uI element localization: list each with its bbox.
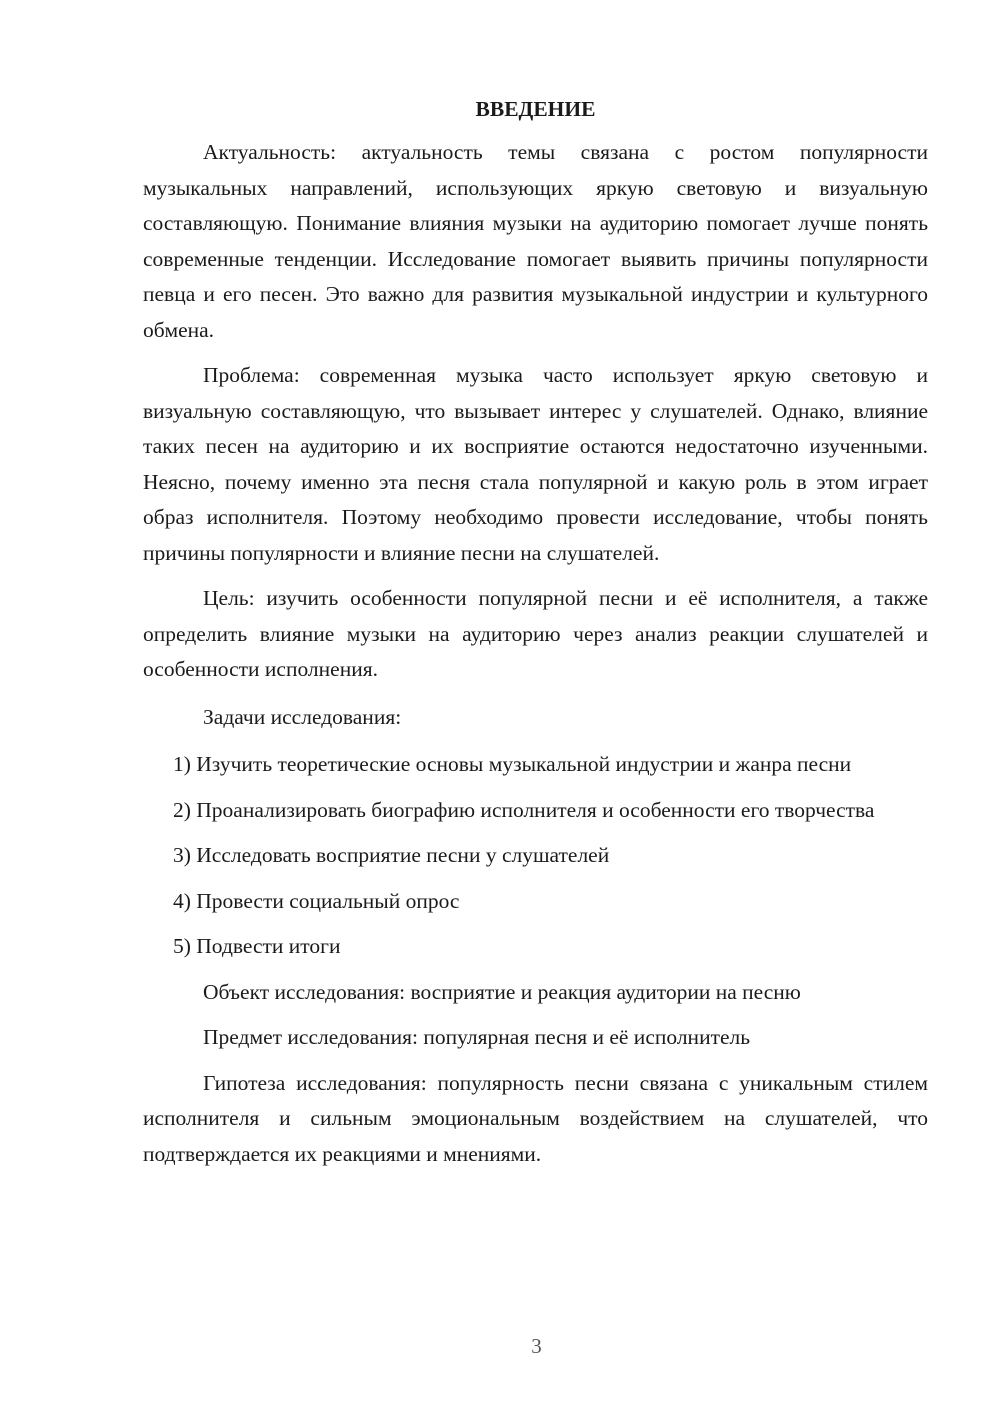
tasks-list: [143, 747, 928, 965]
relevance-paragraph: Актуальность: актуальность темы связана с ростом популярности музыкальных направлений, использующих яркую световую и визуальную составляющую. Понимание влияния музыки на аудиторию помогает лучше понять современные тенденции. Исследование помогает выявить причины популярности певца и его песен. Это важно для развития музыкальной индустрии и культурного обмена.: [143, 140, 928, 342]
research-object: Объект исследования: восприятие и реакция аудитории на песню: [203, 979, 801, 1004]
task-item: 4) Провести социальный опрос: [173, 888, 460, 913]
task-item: 3) Исследовать восприятие песни у слушателей: [173, 843, 610, 867]
task-item: 2) Проанализировать биографию исполнителя и особенности его творчества: [173, 797, 875, 822]
document-page: [143, 92, 928, 1172]
tasks-heading: Задачи исследования:: [203, 704, 402, 729]
page-number: 3: [531, 1334, 542, 1358]
problem-paragraph: Проблема: современная музыка часто использует яркую световую и визуальную составляющую, что вызывает интерес у слушателей. Однако, влияние таких песен на аудиторию и их восприятие остаются недостаточно изученными. Неясно, почему именно эта песня стала популярной и какую роль в этом играет образ исполнителя. Поэтому необходимо провести исследование, чтобы понять причины популярности и влияние песни на слушателей.: [143, 363, 928, 565]
research-subject: Предмет исследования: популярная песня и её исполнитель: [203, 1025, 751, 1049]
task-item: 1) Изучить теоретические основы музыкальной индустрии и жанра песни: [173, 752, 852, 776]
goal-paragraph: Цель: изучить особенности популярной песни и её исполнителя, а также определить влияние музыки на аудиторию через анализ реакции слушателей и особенности исполнения.: [143, 586, 928, 681]
section-title: ВВЕДЕНИЕ: [475, 97, 596, 121]
task-item: 5) Подвести итоги: [173, 934, 341, 958]
research-hypothesis: Гипотеза исследования: популярность песни связана с уникальным стилем исполнителя и сильным эмоциональным воздействием на слушателей, что подтверждается их реакциями и мнениями.: [143, 1070, 928, 1166]
